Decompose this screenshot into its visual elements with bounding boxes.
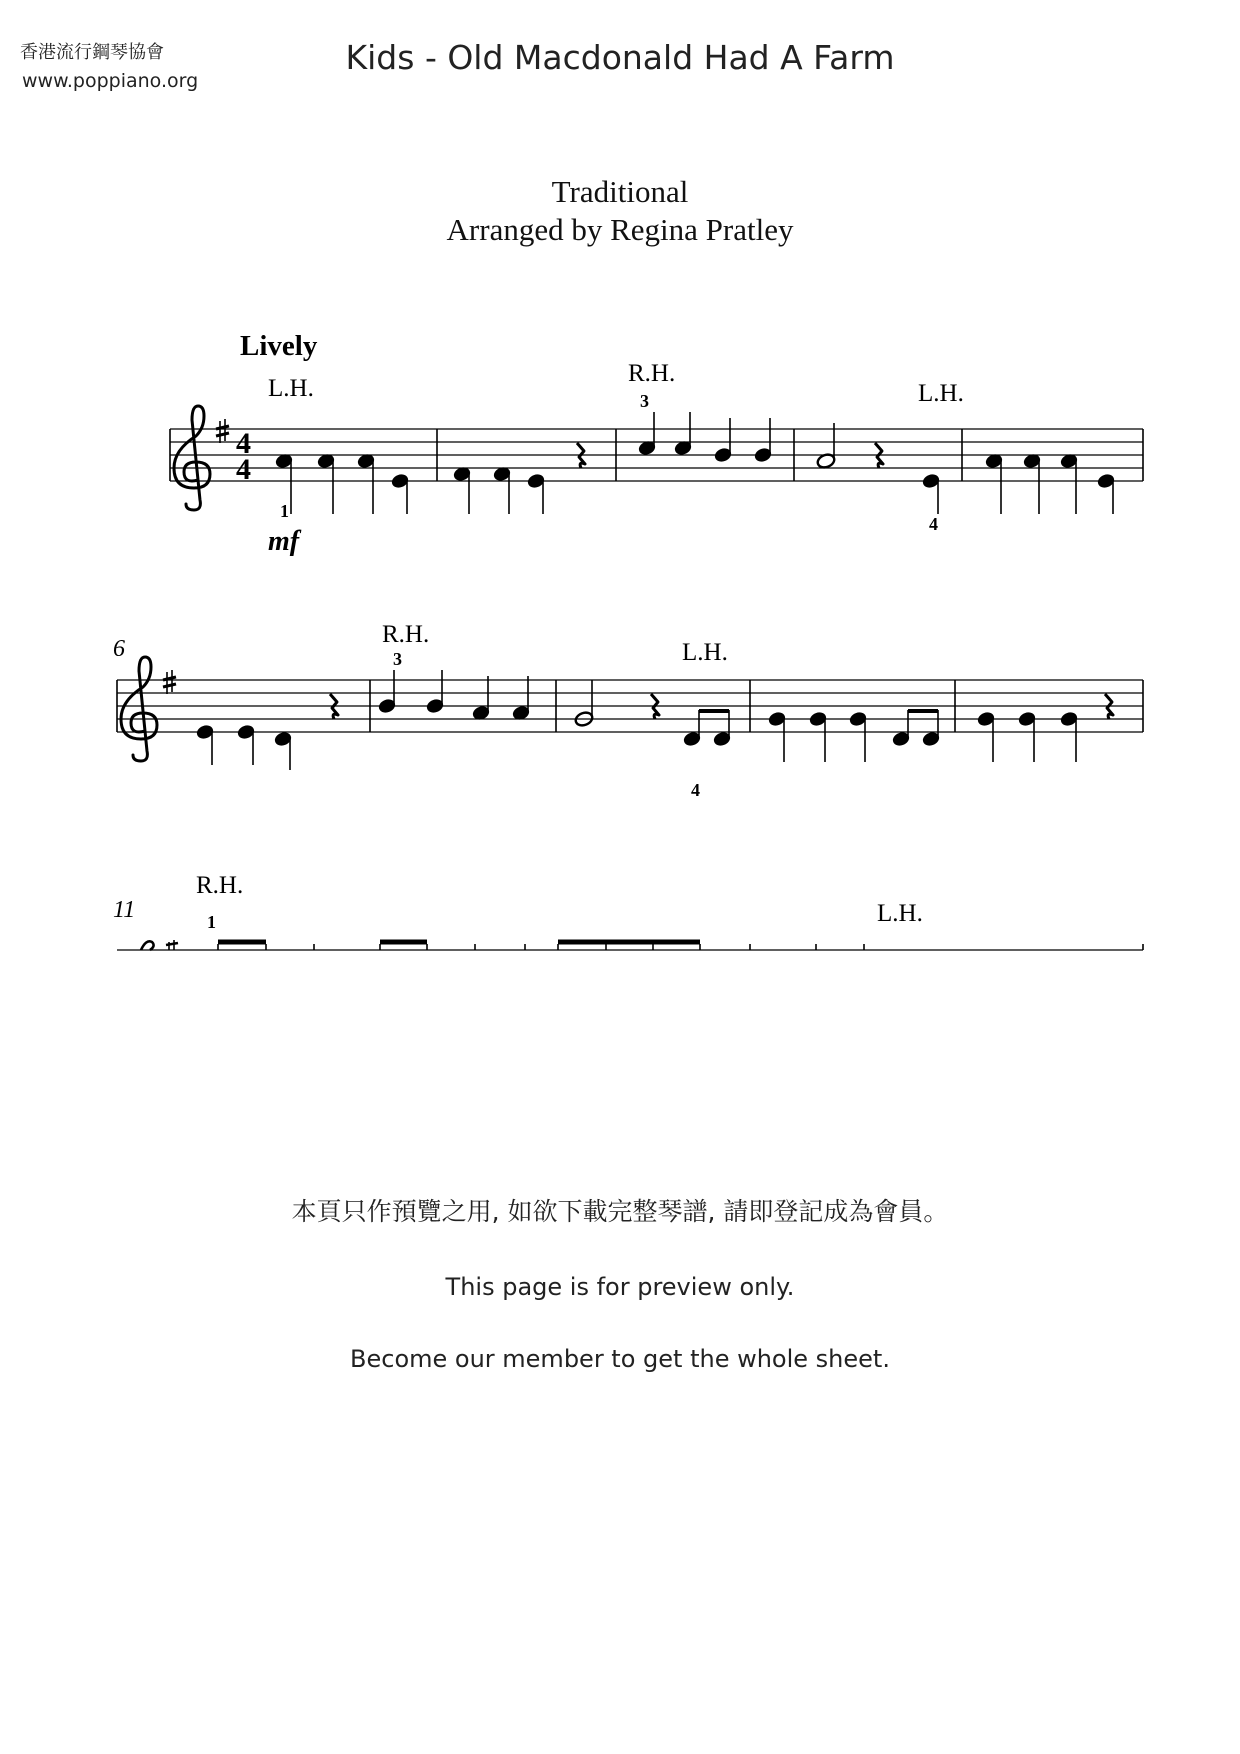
treble-clef-icon: [174, 406, 210, 510]
fingering: 3: [393, 649, 402, 669]
notes-measure-10: [977, 711, 1078, 762]
notes-measure-9: [768, 710, 940, 762]
notes-measure-6: [196, 724, 292, 770]
membership-notice: Become our member to get the whole sheet.: [350, 1345, 890, 1373]
treble-clef-icon: [121, 657, 157, 761]
notes-measure-1: [275, 453, 409, 514]
sharp-icon: [216, 419, 229, 443]
hand-label: R.H.: [196, 872, 244, 899]
notes-measure-8: [574, 680, 731, 747]
fingering: 1: [207, 912, 216, 932]
dynamic-marking: mf: [268, 526, 300, 557]
tempo-marking: Lively: [240, 330, 318, 362]
notes-measure-5: [985, 453, 1115, 514]
hand-label: L.H.: [268, 375, 314, 402]
hand-label: L.H.: [682, 639, 728, 666]
notes-measure-7: [378, 670, 530, 721]
hand-label: L.H.: [918, 380, 964, 407]
treble-clef-icon: [141, 941, 154, 950]
page-title: Kids - Old Macdonald Had A Farm: [345, 38, 895, 77]
measure-number: 6: [113, 636, 125, 662]
composer: Traditional: [551, 174, 689, 209]
hand-label: R.H.: [382, 621, 430, 648]
system-2: [113, 621, 1143, 800]
truncated-stems: [218, 944, 1143, 950]
fingering: 4: [929, 514, 938, 534]
time-signature-top: 4: [236, 427, 251, 460]
fingering: 3: [640, 391, 649, 411]
site-name: 香港流行鋼琴協會: [20, 42, 164, 63]
time-signature-bottom: 4: [236, 453, 251, 486]
site-url[interactable]: www.poppiano.org: [22, 70, 199, 92]
measure-number: 11: [113, 897, 136, 923]
preview-notice-chinese: 本頁只作預覽之用, 如欲下載完整琴譜, 請即登記成為會員。: [291, 1197, 949, 1226]
hand-label: R.H.: [628, 360, 676, 387]
arranger: Arranged by Regina Pratley: [446, 212, 794, 247]
preview-notice-english: This page is for preview only.: [445, 1273, 795, 1301]
system-1: [170, 330, 1143, 557]
fingering: 4: [691, 780, 700, 800]
fingering: 1: [280, 501, 289, 521]
hand-label: L.H.: [877, 900, 923, 927]
notes-measure-2: [453, 466, 545, 514]
sharp-icon: [163, 670, 176, 694]
system-3: [113, 872, 1143, 950]
